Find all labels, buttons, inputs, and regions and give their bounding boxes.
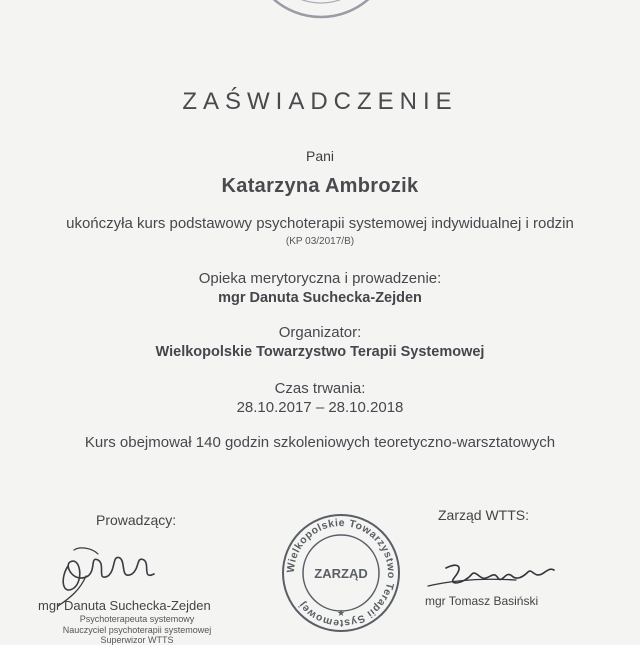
instructor-role: Superwizor WTTS [100,635,174,645]
organizer-label: Organizator: [278,324,362,341]
board-member-name: mgr Tomasz Basiński [425,594,539,608]
board-label: Zarząd WTTS: [438,507,530,523]
svg-text:ZARZĄD: ZARZĄD [314,566,368,581]
document-title: ZAŚWIADCZENIE [182,88,458,115]
instructor-role: Psychoterapeuta systemowy [79,614,195,624]
recipient-name: Katarzyna Ambrozik [221,175,419,197]
salutation: Pani [305,148,335,164]
top-seal-stamp [236,0,406,30]
board-stamp [280,512,402,634]
svg-text:★: ★ [336,608,346,618]
supervisor-name: mgr Danuta Suchecka-Zejden [218,290,422,306]
supervision-label: Opieka merytoryczna i prowadzenie: [198,270,442,287]
course-code: (KP 03/2017/B) [285,236,355,247]
course-description: ukończyła kurs podstawowy psychoterapii systemowej indywidualnej i rodzin [66,215,574,232]
instructor-name: mgr Danuta Suchecka-Zejden [38,598,211,613]
course-dates: 28.10.2017 – 28.10.2018 [236,399,404,416]
course-hours: Kurs obejmował 140 godzin szkoleniowych teoretyczno-warsztatowych [84,434,556,451]
instructor-label: Prowadzący: [96,512,177,528]
svg-text:Wielkopolskie Towarzystwo Tera: Wielkopolskie Towarzystwo Terapii Systemowej [284,516,398,630]
instructor-role: Nauczyciel psychoterapii systemowej [62,625,212,635]
board-signature [424,548,558,598]
organizer-name: Wielkopolskie Towarzystwo Terapii Systemowej [155,344,485,360]
duration-label: Czas trwania: [274,380,366,397]
